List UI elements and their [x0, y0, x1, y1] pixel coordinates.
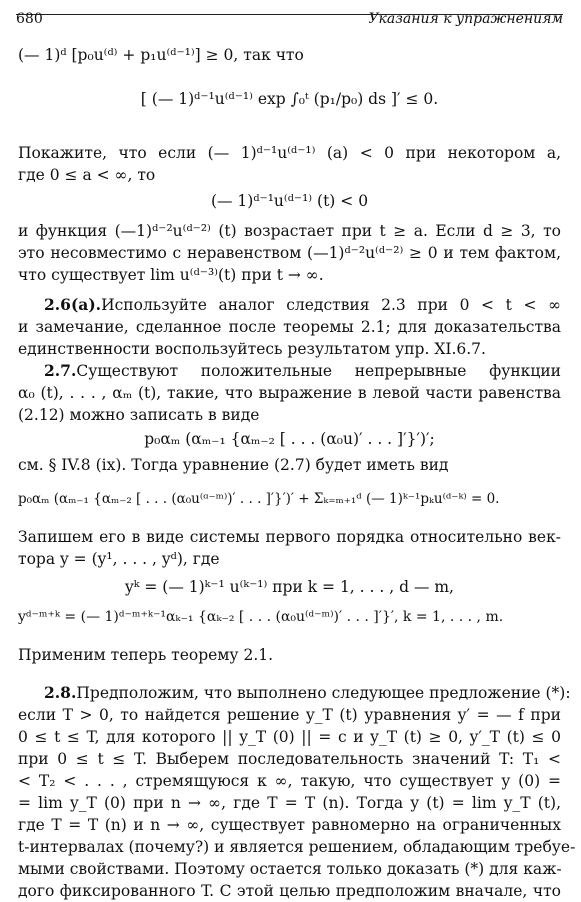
text-line: Запишем его в виде системы первого порядка относительно век- [18, 528, 561, 546]
text-line: дого фиксированного T. С этой целью предположим вначале, что [18, 882, 561, 900]
text-line: t-интервалах (почему?) и является решением, обладающим требуе- [18, 838, 576, 856]
text-line: Предположим, что выполнено следующее предложение (*): [76, 684, 571, 702]
exercise-2-6 [44, 294, 561, 316]
formula-line: yᵈ⁻ᵐ⁺ᵏ = (— 1)ᵈ⁻ᵐ⁺ᵏ⁻¹αₖ₋₁ {αₖ₋₂ [ . . . (α₀u⁽ᵈ⁻ᵐ⁾)′ . . . ]′}′, k = 1, . . . , m. [18, 609, 504, 625]
formula-line: p₀αₘ (αₘ₋₁ {αₘ₋₂ [ . . . (α₀u)′ . . . ]′}′)′; [144, 430, 435, 448]
text-line: единственности воспользуйтесь результатом упр. XI.6.7. [18, 340, 486, 358]
text-line: Используйте аналог следствия 2.3 при 0 < t < ∞ [101, 296, 561, 314]
text-line: при 0 ≤ t ≤ T. Выберем последовательность значений T: T₁ < [18, 750, 561, 768]
text-line: Существуют положительные непрерывные функции [76, 362, 561, 380]
text-line: что существует lim u⁽ᵈ⁻³⁾(t) при t → ∞. [18, 266, 324, 284]
text-line: если T > 0, то найдется решение y_T (t) уравнения y′ = — f при [18, 706, 561, 724]
page-header [16, 10, 563, 27]
text-line: и замечание, сделанное после теоремы 2.1; для доказательства [18, 318, 561, 336]
text-line: где 0 ≤ a < ∞, то [18, 166, 156, 184]
exercise-number: 2.6(а). [44, 295, 102, 314]
exercise-number: 2.8. [44, 683, 77, 702]
text-line: тора y = (y¹, . . . , yᵈ), где [18, 550, 220, 568]
text-line: где T = T (n) и n → ∞, существует равномерно на ограниченных [18, 816, 561, 834]
text-line: (— 1)ᵈ [p₀u⁽ᵈ⁾ + p₁u⁽ᵈ⁻¹⁾] ≥ 0, так что [18, 46, 304, 64]
text-line: мыми свойствами. Поэтому остается только доказать (*) для каж- [18, 860, 562, 878]
text-line: и функция (—1)ᵈ⁻²u⁽ᵈ⁻²⁾ (t) возрастает при t ≥ a. Если d ≥ 3, то [18, 222, 561, 240]
formula-line: [ (— 1)ᵈ⁻¹u⁽ᵈ⁻¹⁾ exp ∫₀ᵗ (p₁/p₀) ds ]′ ≤ 0. [140, 90, 439, 108]
text-line: < T₂ < . . . , стремящуюся к ∞, такую, что существует y (0) = [18, 772, 561, 790]
formula-line: p₀αₘ (αₘ₋₁ {αₘ₋₂ [ . . . (α₀u⁽ᵅ⁻ᵐ⁾)′ . . . ]′}′)′ + Σₖ₌ₘ₊₁ᵈ (— 1)ᵏ⁻¹pₖu⁽ᵈ⁻ᵏ⁾ = 0. [18, 491, 500, 507]
running-title: Указания к упражнениям [368, 11, 563, 27]
exercise-number: 2.7. [44, 361, 77, 380]
text-line: 0 ≤ t ≤ T, для которого || y_T (0) || = c и y_T (t) ≥ 0, y′_T (t) ≤ 0 [18, 728, 561, 746]
text-line: = lim y_T (0) при n → ∞, где T = T (n). Тогда y (t) = lim y_T (t), [18, 794, 561, 812]
text-line: см. § IV.8 (ix). Тогда уравнение (2.7) будет иметь вид [18, 456, 449, 474]
text-line: α₀ (t), . . . , αₘ (t), такие, что выражение в левой части равенства [18, 384, 561, 402]
text-line: Применим теперь теорему 2.1. [18, 646, 274, 664]
page-number: 680 [16, 11, 43, 27]
formula-line: yᵏ = (— 1)ᵏ⁻¹ u⁽ᵏ⁻¹⁾ при k = 1, . . . , d — m, [125, 578, 454, 596]
text-line: (2.12) можно записать в виде [18, 406, 260, 424]
formula-line: (— 1)ᵈ⁻¹u⁽ᵈ⁻¹⁾ (t) < 0 [210, 192, 369, 210]
exercise-2-7 [44, 360, 561, 382]
exercise-2-8 [44, 682, 571, 704]
text-line: Покажите, что если (— 1)ᵈ⁻¹u⁽ᵈ⁻¹⁾ (a) < 0 при некотором a, [18, 144, 561, 162]
text-line: это несовместимо с неравенством (—1)ᵈ⁻²u⁽ᵈ⁻²⁾ ≥ 0 и тем фактом, [18, 244, 561, 262]
